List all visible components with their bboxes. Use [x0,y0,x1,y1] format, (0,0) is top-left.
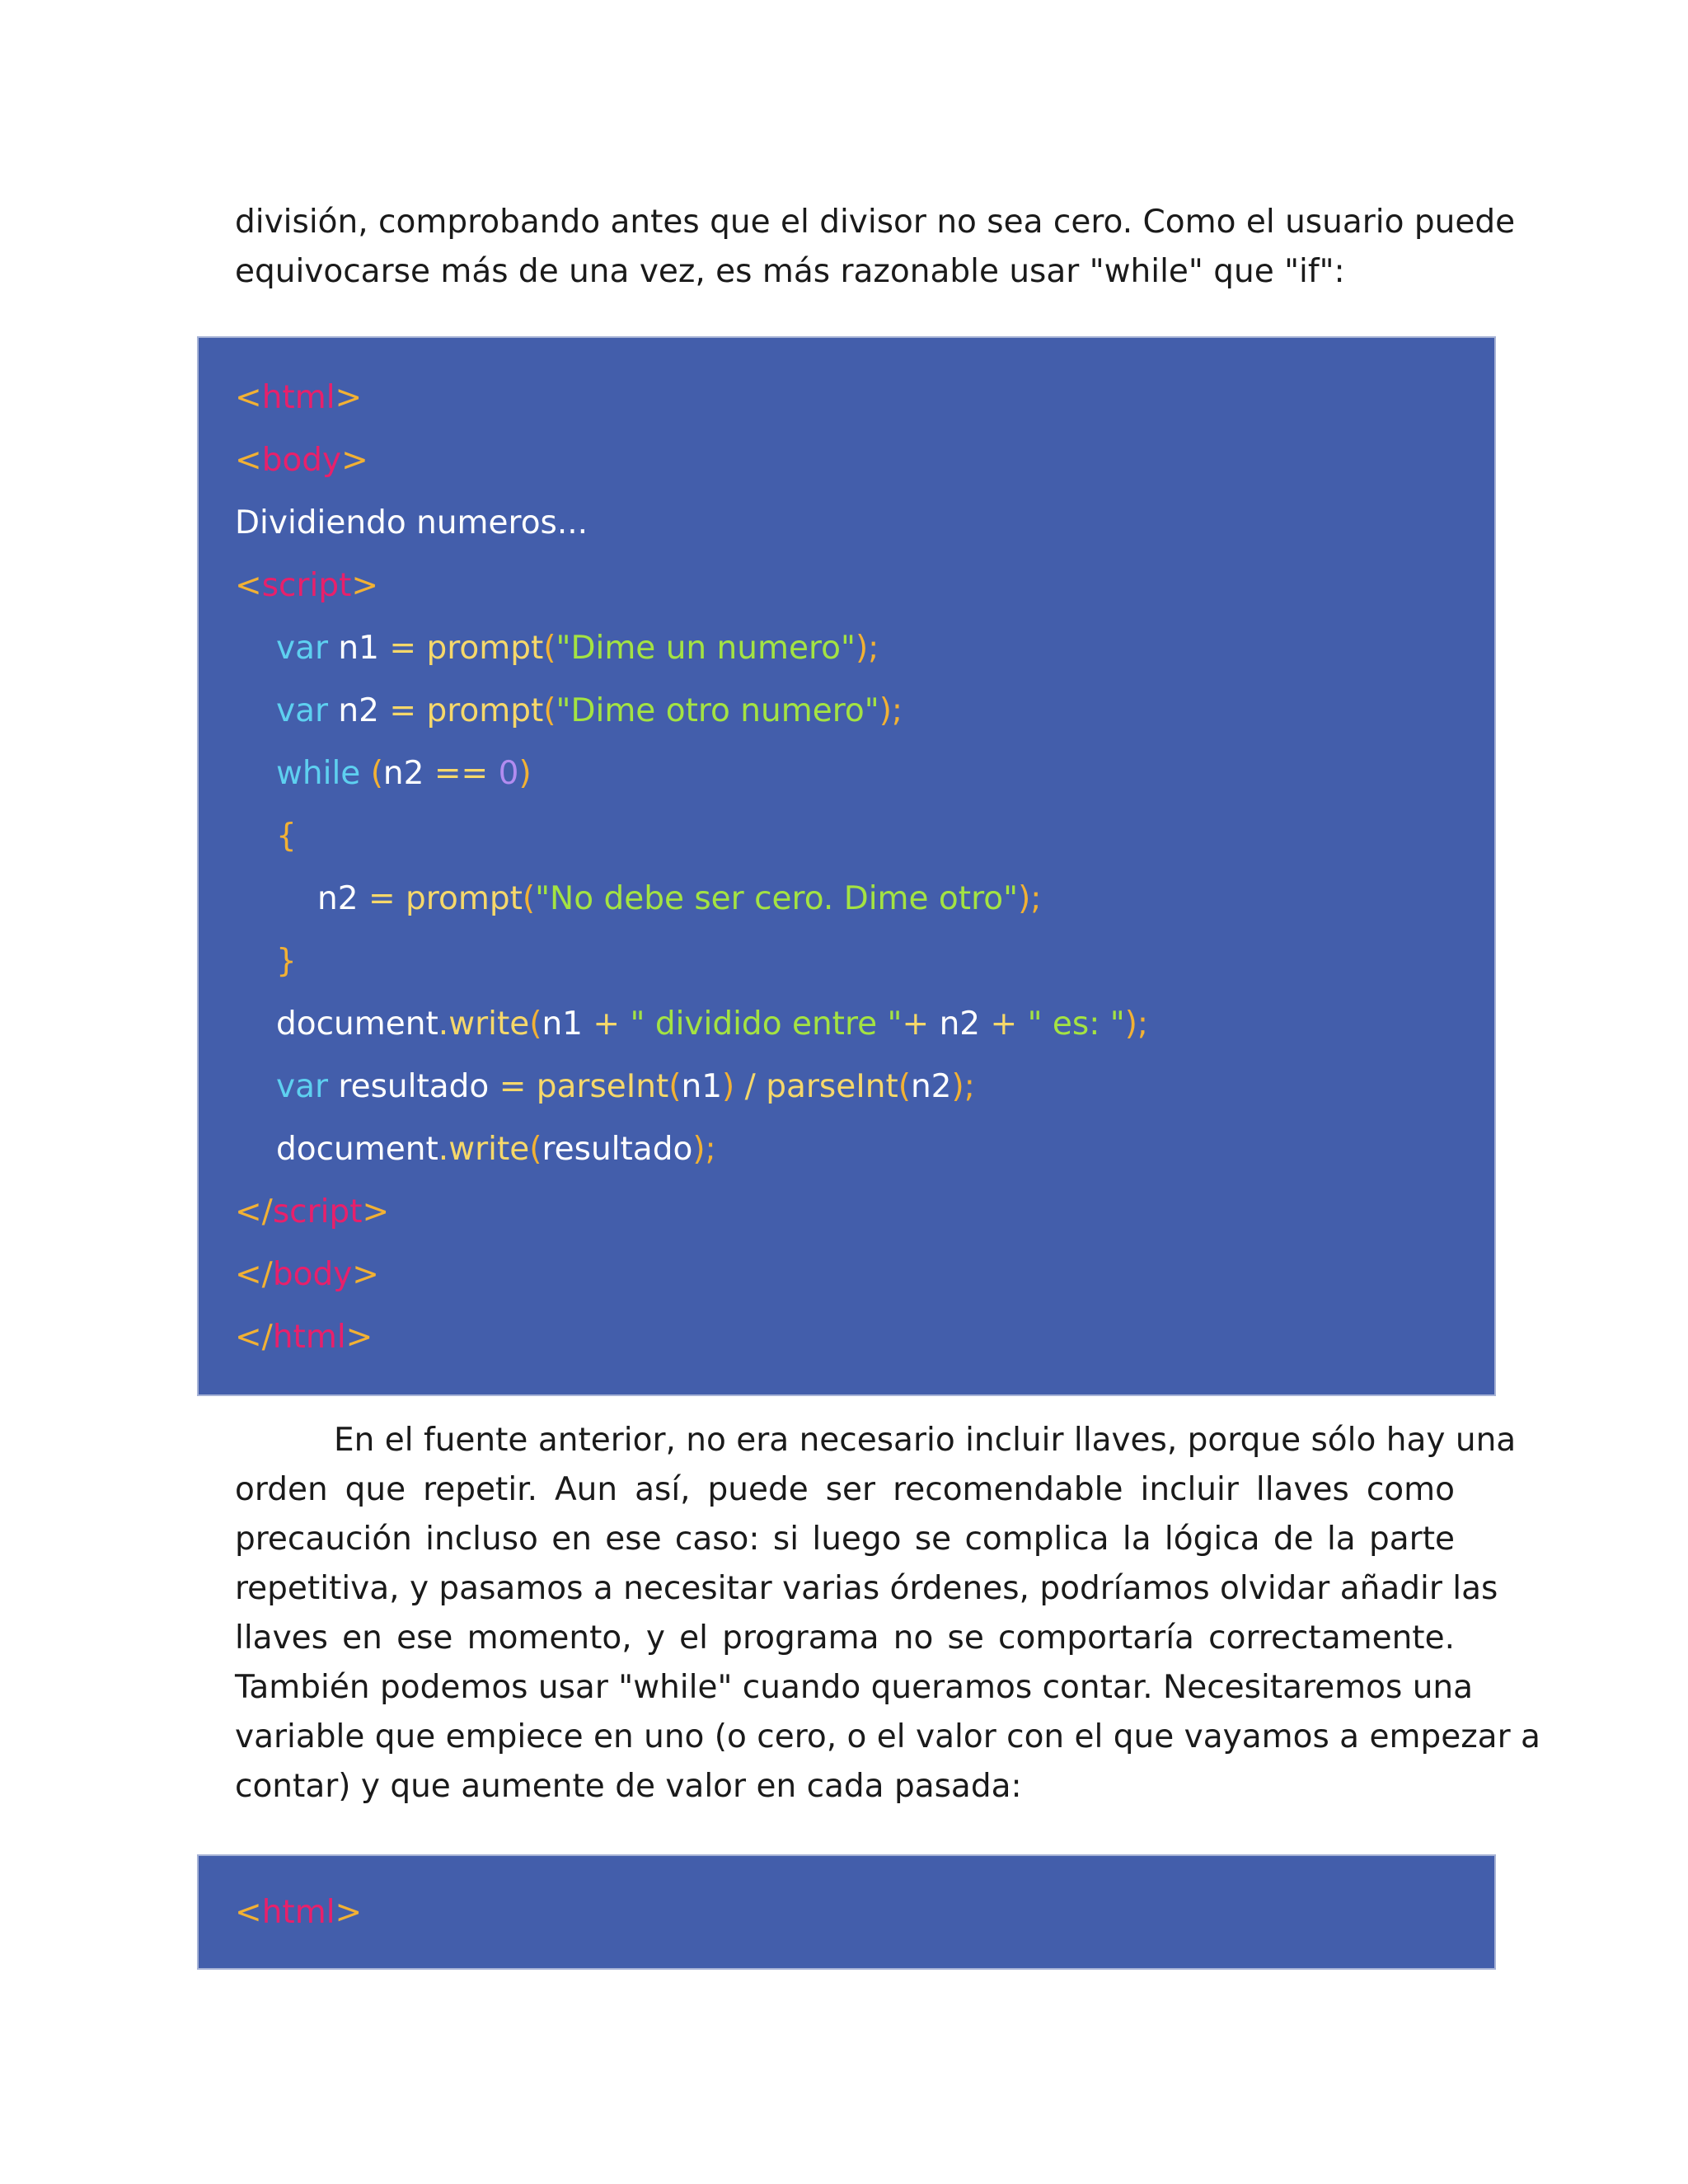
intro-line-2: equivocarse más de una vez, es más razonable usar "while" que "if": [235,253,1345,290]
intro-paragraph [235,198,1516,297]
code-block-1 [197,336,1496,1396]
code-line-write-2: document.write(resultado); [276,1131,716,1168]
explanation-line-6: También podemos usar "while" cuando queramos contar. Necesitaremos una [235,1669,1474,1706]
code-line-close-brace: } [276,943,297,980]
code-line-write-1: document.write(n1 + " dividido entre "+ n2 + " es: "); [276,1005,1149,1043]
code-line-var-n1: var n1 = prompt("Dime un numero"); [276,630,879,667]
code-line-html-close: </html> [235,1319,373,1356]
code-block-2 [197,1854,1496,1970]
code-line-text: Dividiendo numeros... [235,504,588,541]
code-line-body-close: </body> [235,1256,379,1293]
code-line-while: while (n2 == 0) [276,755,532,792]
code-line-body-open: <body> [235,442,368,479]
explanation-line-1: En el fuente anterior, no era necesario incluir llaves, porque sólo hay una [334,1422,1517,1459]
explanation-line-8: contar) y que aumente de valor en cada pasada: [235,1768,1022,1805]
explanation-line-2: orden que repetir. Aun así, puede ser recomendable incluir llaves como [235,1471,1455,1508]
explanation-line-7: variable que empiece en uno (o cero, o el valor con el que vayamos a empezar a [235,1718,1540,1755]
explanation-line-5: llaves en ese momento, y el programa no se comportaría correctamente. [235,1619,1455,1657]
explanation-paragraph [235,1416,1540,1811]
code-line-html-open: <html> [235,379,363,416]
code-line-resultado: var resultado = parseInt(n1) / parseInt(n2); [276,1068,975,1105]
code-line-var-n2: var n2 = prompt("Dime otro numero"); [276,692,903,729]
explanation-line-4: repetitiva, y pasamos a necesitar varias órdenes, podríamos olvidar añadir las [235,1570,1498,1607]
code-line-script-open: <script> [235,567,379,604]
code-line-script-close: </script> [235,1193,390,1230]
code-line-open-brace: { [276,818,297,855]
explanation-line-3: precaución incluso en ese caso: si luego se complica la lógica de la parte [235,1521,1455,1558]
code-line-reprompt: n2 = prompt("No debe ser cero. Dime otro"); [317,880,1042,917]
code2-line-html-open: <html> [235,1894,363,1931]
intro-line-1: división, comprobando antes que el divisor no sea cero. Como el usuario puede [235,204,1516,241]
